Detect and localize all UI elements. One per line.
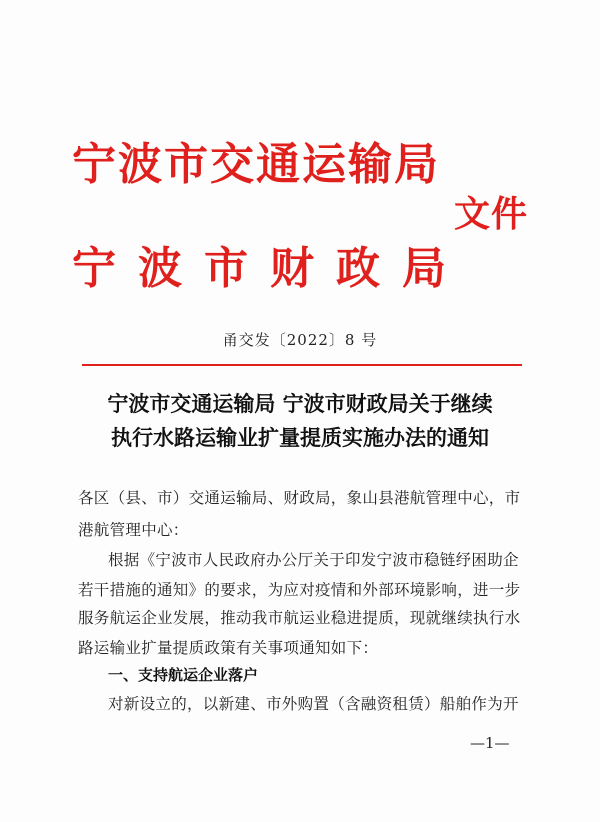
- file-label: 文件: [454, 194, 529, 235]
- recipients-line1: 各区（县、市）交通运输局、财政局，象山县港航管理中心，市: [78, 489, 521, 507]
- section1-heading: 一、支持航运企业落户: [108, 666, 259, 684]
- issuer-name-transport-bureau: 宁波市交通运输局: [72, 139, 440, 190]
- red-divider-line: [82, 364, 522, 366]
- section1-line1: 对新设立的，以新建、市外购置（含融资租赁）船舶作为开: [108, 695, 519, 713]
- recipients-line2: 港航管理中心：: [78, 521, 189, 539]
- paragraph1-line1: 根据《宁波市人民政府办公厅关于印发宁波市稳链纾困助企: [108, 551, 519, 569]
- document-title-line1: 宁波市交通运输局 宁波市财政局关于继续: [107, 392, 493, 416]
- issuer-name-finance-bureau: 宁波市财政局: [72, 243, 468, 294]
- document-number: 甬交发〔2022〕8 号: [222, 331, 378, 349]
- paragraph1-line3: 服务航运企业发展，推动我市航运业稳进提质，现就继续执行水: [78, 609, 521, 627]
- page-number: —1—: [470, 734, 510, 752]
- document-title-line2: 执行水路运输业扩量提质实施办法的通知: [111, 426, 489, 450]
- paragraph1-line4: 路运输业扩量提质政策有关事项通知如下：: [78, 639, 379, 657]
- paragraph1-line2: 若干措施的通知》的要求，为应对疫情和外部环境影响，进一步: [78, 581, 521, 599]
